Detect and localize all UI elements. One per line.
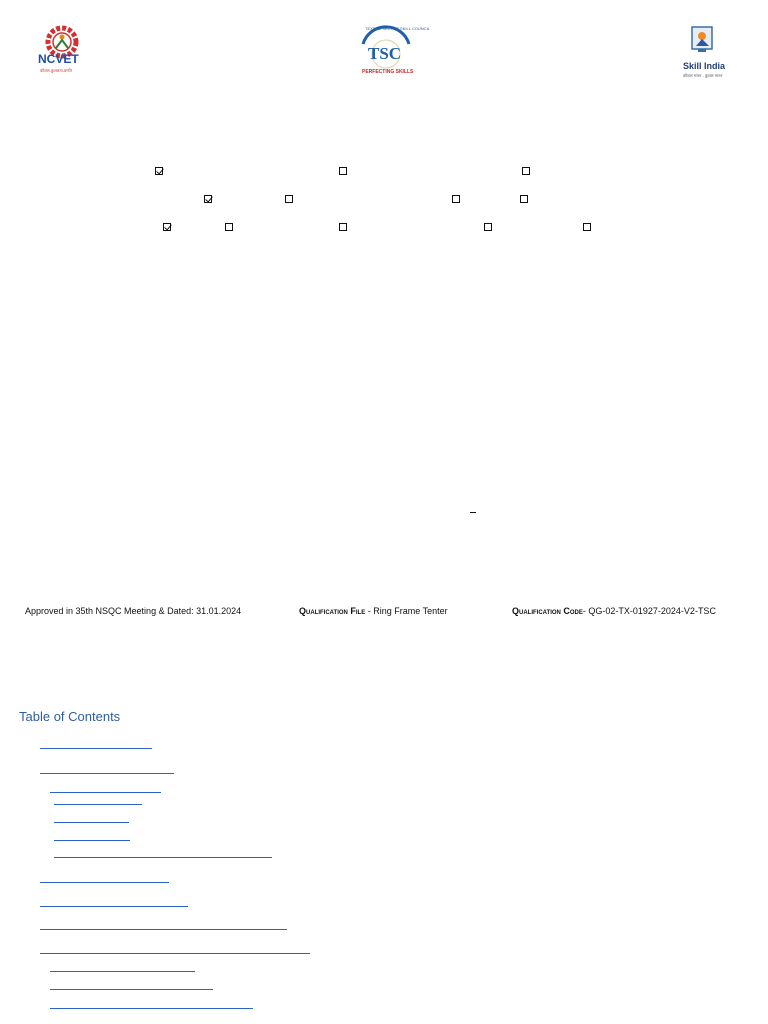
qualification-code-label: Qualification Code: [512, 606, 583, 616]
tsc-ring-text: TEXTILE SECTOR SKILL COUNCIL: [365, 26, 430, 31]
skill-india-monitor-icon: [680, 24, 732, 60]
checkbox[interactable]: [452, 195, 460, 203]
qualification-file-label: Qualification File: [299, 606, 366, 616]
toc-entry-link[interactable]: [54, 804, 142, 805]
checkbox-checked[interactable]: [155, 167, 163, 175]
toc-entry-link[interactable]: [54, 857, 272, 858]
checkbox-checked[interactable]: [163, 223, 171, 231]
toc-entry-link[interactable]: [50, 1008, 253, 1009]
toc-entry-link[interactable]: [40, 953, 310, 954]
skill-india-name: Skill India: [683, 61, 726, 71]
checkbox[interactable]: [522, 167, 530, 175]
footer-qualification-code: [512, 606, 716, 616]
footer-qualification-file: [299, 606, 448, 616]
toc-entry-link[interactable]: [50, 989, 213, 990]
checkbox[interactable]: [520, 195, 528, 203]
ncvet-tagline: कौशल-कुशलता-प्रगति: [40, 68, 72, 73]
toc-entry-link[interactable]: [40, 906, 188, 907]
checkbox[interactable]: [583, 223, 591, 231]
ncvet-name: NCVET: [38, 52, 79, 66]
checkbox[interactable]: [225, 223, 233, 231]
tsc-name: TSC: [368, 44, 402, 63]
qualification-code-value: - QG-02-TX-01927-2024-V2-TSC: [582, 606, 716, 616]
tsc-tagline: PERFECTING SKILLS: [362, 69, 414, 75]
dash-mark: [470, 512, 476, 513]
checkbox-checked[interactable]: [204, 195, 212, 203]
skill-india-tagline: कौशल भारत - कुशल भारत: [683, 73, 723, 78]
checkbox[interactable]: [339, 223, 347, 231]
checkbox[interactable]: [339, 167, 347, 175]
toc-entry-link[interactable]: [54, 840, 130, 841]
toc-entry-link[interactable]: [50, 971, 195, 972]
ncvet-logo: [36, 24, 88, 80]
checkbox[interactable]: [285, 195, 293, 203]
toc-entry-link[interactable]: [40, 748, 152, 749]
toc-entry-link[interactable]: [40, 929, 287, 930]
toc-entry-link[interactable]: [50, 792, 161, 793]
toc-title: Table of Contents: [19, 709, 121, 724]
skill-india-logo: [680, 24, 732, 80]
tsc-logo: [355, 24, 430, 78]
qualification-file-value: - Ring Frame Tenter: [365, 606, 448, 616]
toc-entry-link[interactable]: [40, 882, 169, 883]
toc-entry-link[interactable]: [54, 822, 129, 823]
toc-entry-link[interactable]: [40, 773, 174, 774]
checkbox[interactable]: [484, 223, 492, 231]
footer-approved: Approved in 35th NSQC Meeting & Dated: 31.01.2024: [25, 606, 242, 616]
